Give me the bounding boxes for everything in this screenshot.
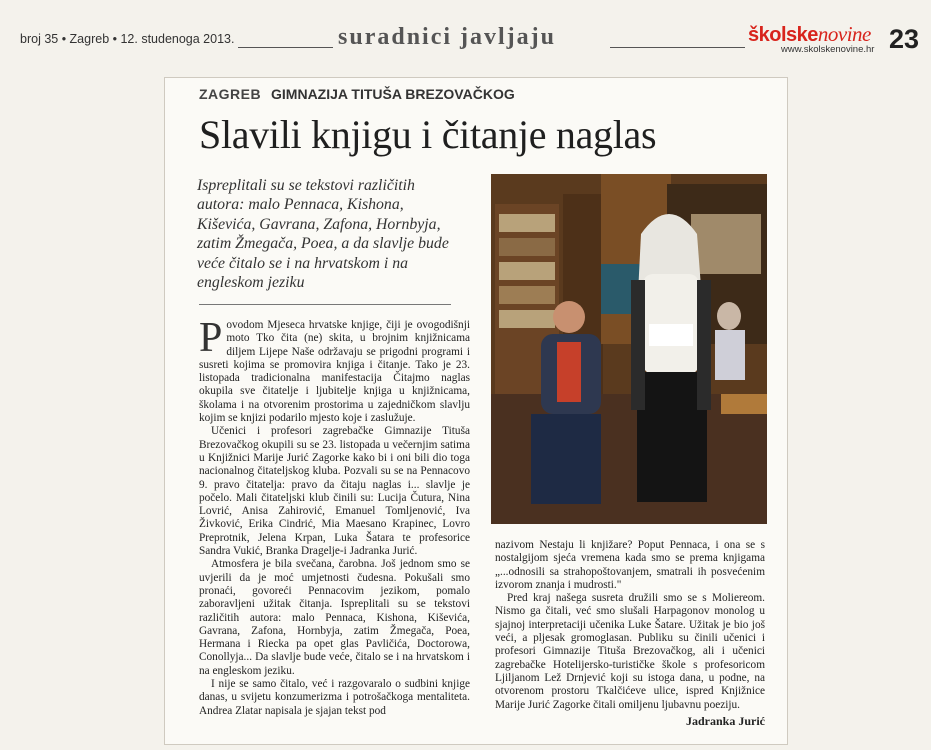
paragraph-2: Učenici i profesori zagrebačke Gimnazije Tituša Brezovačkog okupili su se 23. listopada u večernjim satima u Knjižnici Marije Jurić Zagorke kako bi i oni bili dio toga nacionalnog čitateljskog kluba. Pozvali su se na Pennacovo 9. pravo čitatelja: pravo da čitaju naglas i... slavlje je počelo. Mali čitateljski klub činili su: Lucija Čutura, Nina Lovrić, Anisa Zahirović, Emanuel Tomljenović, Iva Živković, Erika Cindrić, Mia Maesano Krapinec, Lovro Preprotnik, Jelena Krpan, Luka Šatara te profesorice Sandra Vukić, Branka Dragelje-i Jadranka Jurić. <box>199 425 470 558</box>
paragraph-5: nazivom Nestaju li knjižare? Poput Pennaca, i ona se s nostalgijom sjeća vremena kada smo se prema knjigama „...odnosili sa strahopoštovanjem, smatrali ih posvećenim izvorom znanja i mudrosti." <box>495 539 765 591</box>
paragraph-3: Atmosfera je bila svečana, čarobna. Još jednom smo se uvjerili da je moć umjetnosti čudesna. Pokušali smo pronaći, govoreći Pennacovim jezikom, pomalo zaboravljeni užitak čitanja. Ispreplitali su se tekstovi različitih autora: malo Pennaca, Kishona, Kiševića, Gavrana, Zafona, Hornbyja, zatim Žmegača, Poea, Hermana i Riecka pa opet glas Pavličića, Doctorowa, Conollyja... Da slavlje bude veće, čitalo se i na hrvatskom i na engleskom jeziku. <box>199 558 470 677</box>
kicker-school: GIMNAZIJA TITUŠA BREZOVAČKOG <box>271 86 515 102</box>
logo-part-skolske: školske <box>748 24 818 46</box>
article-lead: Ispreplitali su se tekstovi različitih autora: malo Pennaca, Kishona, Kiševića, Gavrana, Zafona, Hornbyja, zatim Žmegača, Poea, a da slavlje bude veće čitalo se i na hrvatskom i na engleskom jeziku <box>197 177 449 292</box>
article-photo <box>491 174 767 524</box>
paragraph-1 <box>199 315 470 425</box>
kicker-city: ZAGREB <box>199 86 262 102</box>
dropcap: P <box>199 315 223 361</box>
logo-part-novine: novine <box>817 22 871 46</box>
paragraph-6: Pred kraj našega susreta družili smo se s Moliereom. Nismo ga čitali, već smo slušali Harpagonov monolog u sjajnoj interpretaciji učenika Luke Šatare. Užitak je bio još veći, a pljesak gromoglasan. Publiku su činili učenici i profesori Gimnazije Tituša Brezovačkog, ali i učenici zagrebačke Hotelijersko-turističke škole s profesoricom Ljiljanom Lež Drnjević koji su istoga dana, u podne, na otvorenom prostoru Tkalčićeve ulice, ispred Knjižnice Marije Jurić Zagorke čitali omiljenu ljubavnu poeziju. <box>495 592 765 711</box>
article-author: Jadranka Jurić <box>685 714 765 728</box>
header-rule-right <box>610 47 745 48</box>
article-column-1 <box>199 315 470 718</box>
page-number: 23 <box>889 24 920 54</box>
issue-line: broj 35 • Zagreb • 12. studenoga 2013. <box>20 32 235 46</box>
header-rule-left <box>238 47 333 48</box>
library-reading-photo <box>491 174 767 524</box>
article-clipping <box>164 77 788 745</box>
paragraph-4: I nije se samo čitalo, već i razgovaralo o sudbini knjige danas, u svijetu konzumerizma i potrošačkoga mentaliteta. Andrea Zlatar napisala je sjajan tekst pod <box>199 678 470 717</box>
lead-divider <box>199 304 451 305</box>
article-column-2 <box>495 539 765 712</box>
article-headline: Slavili knjigu i čitanje naglas <box>199 112 657 157</box>
article-kicker <box>199 86 515 102</box>
paragraph-1-text: ovodom Mjeseca hrvatske knjige, čiji je ovogodišnji moto Tko čita (ne) skita, u brojnim knjižnicama diljem Lijepe Naše održavaju se prigodni programi i susreti kojima se promovira knjiga i čitanje. Tako je 23. listopada tradicionalna manifestacija Čitajmo naglas okupila sve čitatelje i ljubitelje knjiga u knjižnicama, školama i na otvorenim prostorima u zajedničkom slavlju kojim se knjizi podarilo mjesto koje i zaslužuje. <box>199 319 470 425</box>
page-header <box>0 0 931 62</box>
website-url: www.skolskenovine.hr <box>781 44 875 55</box>
section-title: suradnici javljaju <box>338 24 557 50</box>
